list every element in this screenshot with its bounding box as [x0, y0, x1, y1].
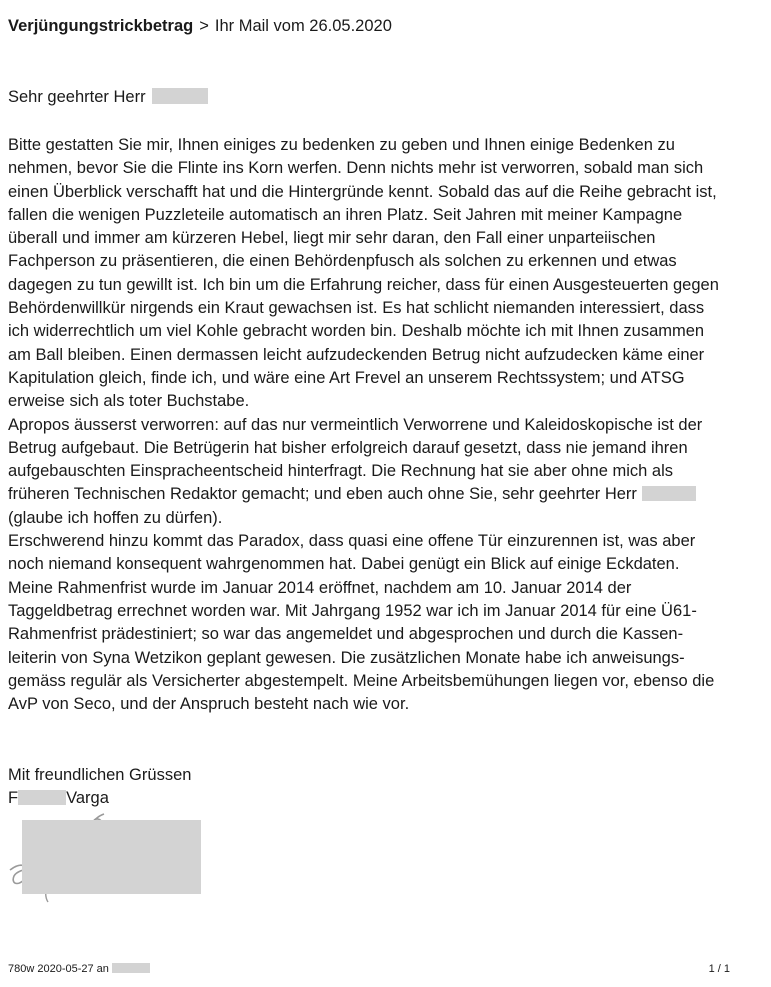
- body-line: gemäss regulär als Versicherter abgestempelt. Meine Arbeitsbemühungen liegen vor, ebenso die: [8, 671, 715, 690]
- footer-reference: [8, 962, 150, 976]
- closing-greeting: Mit freundlichen Grüssen: [8, 766, 192, 784]
- body-line: AvP von Seco, und der Anspruch besteht nach wie vor.: [8, 695, 410, 714]
- salutation: [8, 87, 208, 107]
- redacted-name: [642, 486, 696, 501]
- body-line: ich widerrechtlich um viel Kohle gebracht worden bin. Deshalb möchte ich mit Ihnen zusammen: [8, 322, 705, 341]
- body-line: fallen die wenigen Puzzleteile automatisch an ihren Platz. Seit Jahren mit meiner Kampagne: [8, 205, 683, 224]
- body-line: Behördenwillkür nirgends ein Kraut gewachsen ist. Es hat schlicht niemanden interessiert, dass: [8, 299, 705, 318]
- body-line: Taggeldbetrag errechnet worden war. Mit Jahrgang 1952 war ich im Januar 2014 für eine Ü61-: [8, 601, 697, 620]
- body-line: aufgebauschten Einspracheentscheid hinterfragt. Die Rechnung hat sie aber ohne mich als: [8, 462, 674, 481]
- body-line: am Ball bleiben. Einen dermassen leicht aufzudeckenden Betrug nicht aufzudecken käme einer: [8, 345, 705, 364]
- body-line: Apropos äusserst verworren: auf das nur vermeintlich Verworrene und Kaleidoskopische ist der: [8, 415, 703, 434]
- signer-surname: Varga: [66, 789, 109, 807]
- body-line: dagegen zu tun gewillt ist. Ich bin um die Erfahrung reicher, dass für einen Ausgesteuerten gegen: [8, 275, 719, 294]
- closing-block: [8, 764, 191, 810]
- salutation-text: Sehr geehrter Herr: [8, 88, 146, 106]
- body-line: erweise sich als toter Buchstabe.: [8, 392, 250, 411]
- subject-line: Verjüngungstrickbetrag: [8, 17, 194, 35]
- body-line: Meine Rahmenfrist wurde im Januar 2014 eröffnet, nachdem am 10. Januar 2014 der: [8, 578, 632, 597]
- body-line: nehmen, bevor Sie die Flinte ins Korn werfen. Denn nichts mehr ist verworren, sobald man sich: [8, 159, 704, 178]
- redacted-first-name: [18, 790, 66, 805]
- letter-body: [8, 134, 764, 716]
- body-line: Bitte gestatten Sie mir, Ihnen einiges zu bedenken zu geben und Ihnen einige Bedenken zu: [8, 136, 675, 154]
- redacted-signature: [22, 820, 201, 894]
- footer-prefix: 780w 2020-05-27 an: [8, 963, 109, 975]
- redacted-recipient: [112, 963, 150, 973]
- body-line: früheren Technischen Redaktor gemacht; und eben auch ohne Sie, sehr geehrter Herr: [8, 485, 637, 504]
- letter-header: [8, 16, 392, 36]
- body-line: leiterin von Syna Wetzikon geplant gewesen. Die zusätzlichen Monate habe ich anweisungs-: [8, 648, 685, 667]
- body-line: noch niemand konsequent wahrgenommen hat. Dabei genügt ein Blick auf einige Eckdaten.: [8, 555, 680, 574]
- body-line: (glaube ich hoffen zu dürfen).: [8, 508, 223, 527]
- body-line: Rahmenfrist prädestiniert; so war das angemeldet und abgesprochen und durch die Kassen-: [8, 625, 684, 644]
- body-line: überall und immer am kürzeren Hebel, liegt mir sehr daran, den Fall einer unparteiischen: [8, 229, 656, 248]
- redacted-name: [152, 88, 208, 104]
- signer-initial: F: [8, 789, 19, 807]
- body-line: Kapitulation gleich, finde ich, und wäre eine Art Frevel an unserem Rechtssystem; und ATSG: [8, 368, 685, 387]
- page-number: 1 / 1: [708, 963, 730, 975]
- body-line: Betrug aufgebaut. Die Betrügerin hat bisher erfolgreich darauf gesetzt, dass nie jemand ihren: [8, 438, 688, 457]
- body-line: Fachperson zu präsentieren, die einen Behördenpfusch als solchen zu erkennen und etwas: [8, 252, 677, 271]
- reference-line: Ihr Mail vom 26.05.2020: [214, 17, 392, 35]
- body-line: Erschwerend hinzu kommt das Paradox, dass quasi eine offene Tür einzurennen ist, was aber: [8, 532, 696, 551]
- body-line-with-redaction: [8, 483, 764, 506]
- header-separator: >: [199, 17, 209, 35]
- body-line: einen Überblick verschafft hat und die Hintergründe kennt. Sobald das auf die Reihe gebracht ist,: [8, 182, 717, 201]
